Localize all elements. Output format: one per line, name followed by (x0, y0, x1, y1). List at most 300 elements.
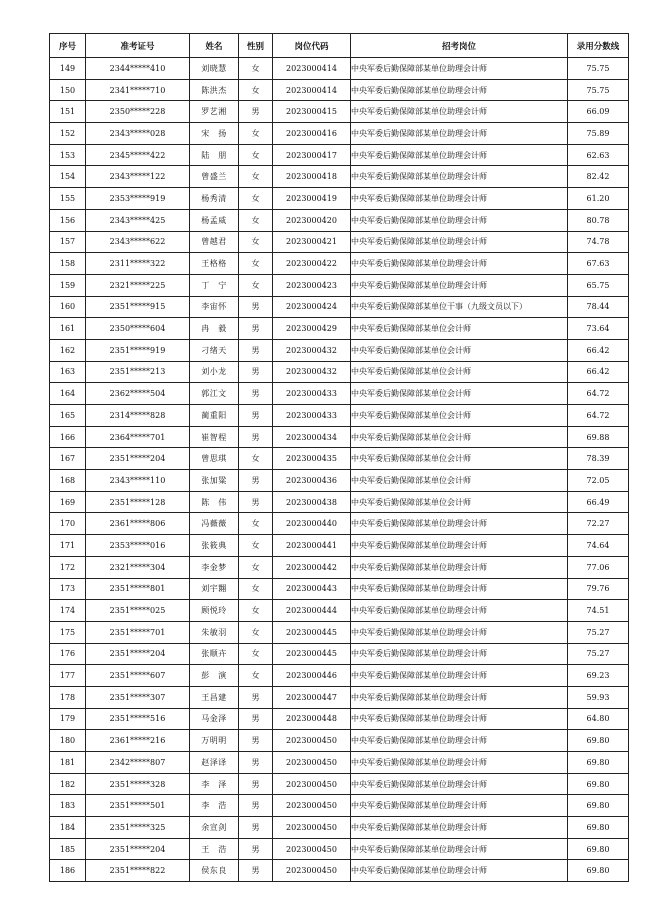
gender-cell: 男 (239, 361, 273, 383)
seq-cell: 181 (50, 752, 86, 774)
name-cell: 罗艺湘 (190, 101, 239, 123)
post-cell: 中央军委后勤保障部某单位会计师 (351, 448, 568, 470)
ticket-number-cell: 2351*****919 (86, 339, 190, 361)
seq-cell: 160 (50, 296, 86, 318)
gender-cell: 女 (239, 621, 273, 643)
seq-cell: 154 (50, 166, 86, 188)
post-code-cell: 2023000435 (273, 448, 351, 470)
post-cell: 中央军委后勤保障部某单位助理会计师 (351, 708, 568, 730)
post-code-cell: 2023000448 (273, 708, 351, 730)
score-cell: 75.89 (568, 123, 629, 145)
score-cell: 66.42 (568, 339, 629, 361)
score-cell: 69.23 (568, 665, 629, 687)
table-row (50, 578, 629, 600)
score-cell: 69.80 (568, 773, 629, 795)
post-code-cell: 2023000450 (273, 817, 351, 839)
ticket-number-cell: 2351*****607 (86, 665, 190, 687)
name-cell: 曾越君 (190, 231, 239, 253)
gender-cell: 男 (239, 296, 273, 318)
seq-cell: 156 (50, 209, 86, 231)
ticket-number-cell: 2351*****204 (86, 448, 190, 470)
post-code-cell: 2023000429 (273, 318, 351, 340)
seq-cell: 171 (50, 535, 86, 557)
ticket-number-cell: 2343*****122 (86, 166, 190, 188)
gender-cell: 女 (239, 665, 273, 687)
score-cell: 66.42 (568, 361, 629, 383)
gender-cell: 女 (239, 166, 273, 188)
post-cell: 中央军委后勤保障部某单位助理会计师 (351, 79, 568, 101)
score-cell: 64.72 (568, 383, 629, 405)
table-row (50, 600, 629, 622)
name-cell: 赵泽译 (190, 752, 239, 774)
ticket-number-cell: 2351*****307 (86, 686, 190, 708)
name-cell: 顾悦玲 (190, 600, 239, 622)
post-cell: 中央军委后勤保障部某单位助理会计师 (351, 101, 568, 123)
score-cell: 64.72 (568, 405, 629, 427)
table-row (50, 58, 629, 80)
gender-cell: 女 (239, 188, 273, 210)
seq-cell: 162 (50, 339, 86, 361)
seq-cell: 151 (50, 101, 86, 123)
post-cell: 中央军委后勤保障部某单位干事（九级文员以下） (351, 296, 568, 318)
name-cell: 彭 演 (190, 665, 239, 687)
name-cell: 宋 扬 (190, 123, 239, 145)
header-seq: 序号 (50, 34, 86, 58)
seq-cell: 184 (50, 817, 86, 839)
gender-cell: 女 (239, 448, 273, 470)
gender-cell: 男 (239, 708, 273, 730)
gender-cell: 男 (239, 405, 273, 427)
post-code-cell: 2023000434 (273, 426, 351, 448)
seq-cell: 176 (50, 643, 86, 665)
ticket-number-cell: 2351*****501 (86, 795, 190, 817)
score-cell: 69.88 (568, 426, 629, 448)
gender-cell: 女 (239, 123, 273, 145)
seq-cell: 150 (50, 79, 86, 101)
gender-cell: 女 (239, 513, 273, 535)
post-code-cell: 2023000419 (273, 188, 351, 210)
post-code-cell: 2023000424 (273, 296, 351, 318)
post-cell: 中央军委后勤保障部某单位助理会计师 (351, 209, 568, 231)
gender-cell: 女 (239, 58, 273, 80)
table-row (50, 643, 629, 665)
name-cell: 冯薇薇 (190, 513, 239, 535)
gender-cell: 男 (239, 773, 273, 795)
post-code-cell: 2023000450 (273, 838, 351, 860)
ticket-number-cell: 2351*****701 (86, 621, 190, 643)
table-row (50, 491, 629, 513)
post-code-cell: 2023000414 (273, 58, 351, 80)
post-cell: 中央军委后勤保障部某单位助理会计师 (351, 144, 568, 166)
seq-cell: 170 (50, 513, 86, 535)
post-cell: 中央军委后勤保障部某单位会计师 (351, 491, 568, 513)
gender-cell: 女 (239, 144, 273, 166)
gender-cell: 男 (239, 339, 273, 361)
seq-cell: 166 (50, 426, 86, 448)
ticket-number-cell: 2344*****410 (86, 58, 190, 80)
score-cell: 75.75 (568, 58, 629, 80)
ticket-number-cell: 2351*****204 (86, 643, 190, 665)
post-cell: 中央军委后勤保障部某单位助理会计师 (351, 643, 568, 665)
score-cell: 62.63 (568, 144, 629, 166)
table-row (50, 383, 629, 405)
header-post: 招考岗位 (351, 34, 568, 58)
score-cell: 69.80 (568, 752, 629, 774)
score-cell: 61.20 (568, 188, 629, 210)
post-cell: 中央军委后勤保障部某单位助理会计师 (351, 166, 568, 188)
name-cell: 马金泽 (190, 708, 239, 730)
seq-cell: 152 (50, 123, 86, 145)
ticket-number-cell: 2321*****304 (86, 556, 190, 578)
gender-cell: 男 (239, 817, 273, 839)
post-cell: 中央军委后勤保障部某单位助理会计师 (351, 838, 568, 860)
post-code-cell: 2023000442 (273, 556, 351, 578)
name-cell: 张顺卉 (190, 643, 239, 665)
post-cell: 中央军委后勤保障部某单位助理会计师 (351, 817, 568, 839)
post-cell: 中央军委后勤保障部某单位助理会计师 (351, 535, 568, 557)
name-cell: 张加粱 (190, 470, 239, 492)
ticket-number-cell: 2364*****701 (86, 426, 190, 448)
name-cell: 李 浩 (190, 795, 239, 817)
header-gender: 性别 (239, 34, 273, 58)
post-cell: 中央军委后勤保障部某单位会计师 (351, 470, 568, 492)
name-cell: 刘小龙 (190, 361, 239, 383)
seq-cell: 163 (50, 361, 86, 383)
seq-cell: 149 (50, 58, 86, 80)
ticket-number-cell: 2311*****322 (86, 253, 190, 275)
post-code-cell: 2023000436 (273, 470, 351, 492)
gender-cell: 女 (239, 535, 273, 557)
score-cell: 59.93 (568, 686, 629, 708)
post-code-cell: 2023000446 (273, 665, 351, 687)
ticket-number-cell: 2351*****128 (86, 491, 190, 513)
post-code-cell: 2023000443 (273, 578, 351, 600)
ticket-number-cell: 2343*****622 (86, 231, 190, 253)
gender-cell: 男 (239, 795, 273, 817)
post-cell: 中央军委后勤保障部某单位助理会计师 (351, 274, 568, 296)
table-row (50, 209, 629, 231)
name-cell: 曾思琪 (190, 448, 239, 470)
seq-cell: 167 (50, 448, 86, 470)
post-cell: 中央军委后勤保障部某单位助理会计师 (351, 686, 568, 708)
post-cell: 中央军委后勤保障部某单位助理会计师 (351, 730, 568, 752)
gender-cell: 男 (239, 730, 273, 752)
score-cell: 72.27 (568, 513, 629, 535)
post-cell: 中央军委后勤保障部某单位助理会计师 (351, 123, 568, 145)
ticket-number-cell: 2351*****328 (86, 773, 190, 795)
ticket-number-cell: 2351*****516 (86, 708, 190, 730)
table-row (50, 448, 629, 470)
gender-cell: 男 (239, 470, 273, 492)
score-cell: 80.78 (568, 209, 629, 231)
table-row (50, 426, 629, 448)
table-row (50, 752, 629, 774)
ticket-number-cell: 2351*****325 (86, 817, 190, 839)
score-cell: 69.80 (568, 860, 629, 882)
name-cell: 陈洪杰 (190, 79, 239, 101)
score-cell: 73.64 (568, 318, 629, 340)
seq-cell: 180 (50, 730, 86, 752)
post-code-cell: 2023000445 (273, 621, 351, 643)
ticket-number-cell: 2351*****801 (86, 578, 190, 600)
gender-cell: 男 (239, 752, 273, 774)
table-row (50, 795, 629, 817)
post-code-cell: 2023000450 (273, 730, 351, 752)
table-row (50, 296, 629, 318)
seq-cell: 174 (50, 600, 86, 622)
name-cell: 郭江文 (190, 383, 239, 405)
post-cell: 中央军委后勤保障部某单位助理会计师 (351, 253, 568, 275)
post-cell: 中央军委后勤保障部某单位助理会计师 (351, 795, 568, 817)
post-code-cell: 2023000445 (273, 643, 351, 665)
seq-cell: 186 (50, 860, 86, 882)
score-cell: 69.80 (568, 838, 629, 860)
ticket-number-cell: 2343*****110 (86, 470, 190, 492)
table-body (50, 58, 629, 882)
score-cell: 67.63 (568, 253, 629, 275)
ticket-number-cell: 2350*****604 (86, 318, 190, 340)
post-cell: 中央军委后勤保障部某单位助理会计师 (351, 578, 568, 600)
name-cell: 陆 朋 (190, 144, 239, 166)
name-cell: 刘晓慧 (190, 58, 239, 80)
table-row (50, 686, 629, 708)
post-cell: 中央军委后勤保障部某单位助理会计师 (351, 752, 568, 774)
post-code-cell: 2023000433 (273, 383, 351, 405)
ticket-number-cell: 2343*****028 (86, 123, 190, 145)
ticket-number-cell: 2351*****025 (86, 600, 190, 622)
table-row (50, 817, 629, 839)
table-row (50, 860, 629, 882)
score-cell: 65.75 (568, 274, 629, 296)
post-cell: 中央军委后勤保障部某单位助理会计师 (351, 513, 568, 535)
post-cell: 中央军委后勤保障部某单位助理会计师 (351, 665, 568, 687)
table-row (50, 274, 629, 296)
seq-cell: 183 (50, 795, 86, 817)
post-cell: 中央军委后勤保障部某单位助理会计师 (351, 621, 568, 643)
table-row (50, 730, 629, 752)
table-row (50, 665, 629, 687)
post-code-cell: 2023000447 (273, 686, 351, 708)
post-code-cell: 2023000421 (273, 231, 351, 253)
post-code-cell: 2023000432 (273, 339, 351, 361)
gender-cell: 女 (239, 600, 273, 622)
seq-cell: 165 (50, 405, 86, 427)
post-code-cell: 2023000418 (273, 166, 351, 188)
score-cell: 69.80 (568, 817, 629, 839)
table-row (50, 79, 629, 101)
ticket-number-cell: 2362*****504 (86, 383, 190, 405)
table-row (50, 318, 629, 340)
gender-cell: 男 (239, 426, 273, 448)
score-cell: 75.27 (568, 643, 629, 665)
post-code-cell: 2023000450 (273, 752, 351, 774)
ticket-number-cell: 2361*****216 (86, 730, 190, 752)
seq-cell: 172 (50, 556, 86, 578)
score-cell: 82.42 (568, 166, 629, 188)
score-cell: 69.80 (568, 795, 629, 817)
seq-cell: 185 (50, 838, 86, 860)
name-cell: 李宙怀 (190, 296, 239, 318)
score-cell: 72.05 (568, 470, 629, 492)
name-cell: 刁绪天 (190, 339, 239, 361)
name-cell: 杨孟威 (190, 209, 239, 231)
score-cell: 66.09 (568, 101, 629, 123)
ticket-number-cell: 2314*****828 (86, 405, 190, 427)
name-cell: 余宣剑 (190, 817, 239, 839)
table-row (50, 361, 629, 383)
gender-cell: 男 (239, 860, 273, 882)
seq-cell: 155 (50, 188, 86, 210)
gender-cell: 女 (239, 253, 273, 275)
table-row (50, 513, 629, 535)
seq-cell: 179 (50, 708, 86, 730)
seq-cell: 157 (50, 231, 86, 253)
seq-cell: 182 (50, 773, 86, 795)
ticket-number-cell: 2345*****422 (86, 144, 190, 166)
seq-cell: 158 (50, 253, 86, 275)
score-cell: 66.49 (568, 491, 629, 513)
post-cell: 中央军委后勤保障部某单位会计师 (351, 383, 568, 405)
name-cell: 李金梦 (190, 556, 239, 578)
name-cell: 张筱典 (190, 535, 239, 557)
gender-cell: 男 (239, 318, 273, 340)
table-row (50, 708, 629, 730)
gender-cell: 男 (239, 686, 273, 708)
post-code-cell: 2023000441 (273, 535, 351, 557)
table-row (50, 339, 629, 361)
post-code-cell: 2023000415 (273, 101, 351, 123)
post-code-cell: 2023000416 (273, 123, 351, 145)
ticket-number-cell: 2343*****425 (86, 209, 190, 231)
table-header-row (50, 34, 629, 58)
seq-cell: 175 (50, 621, 86, 643)
ticket-number-cell: 2341*****710 (86, 79, 190, 101)
score-cell: 77.06 (568, 556, 629, 578)
score-cell: 69.80 (568, 730, 629, 752)
post-cell: 中央军委后勤保障部某单位助理会计师 (351, 231, 568, 253)
gender-cell: 女 (239, 231, 273, 253)
admission-score-table (49, 33, 629, 882)
name-cell: 崔智程 (190, 426, 239, 448)
header-ticket-number: 准考证号 (86, 34, 190, 58)
gender-cell: 女 (239, 643, 273, 665)
post-cell: 中央军委后勤保障部某单位助理会计师 (351, 600, 568, 622)
ticket-number-cell: 2342*****807 (86, 752, 190, 774)
name-cell: 蔺重阳 (190, 405, 239, 427)
header-score: 录用分数线 (568, 34, 629, 58)
gender-cell: 男 (239, 838, 273, 860)
name-cell: 丁 宁 (190, 274, 239, 296)
post-code-cell: 2023000450 (273, 795, 351, 817)
post-code-cell: 2023000450 (273, 860, 351, 882)
score-cell: 75.27 (568, 621, 629, 643)
post-code-cell: 2023000444 (273, 600, 351, 622)
post-code-cell: 2023000417 (273, 144, 351, 166)
header-name: 姓名 (190, 34, 239, 58)
post-cell: 中央军委后勤保障部某单位会计师 (351, 361, 568, 383)
name-cell: 陈 伟 (190, 491, 239, 513)
name-cell: 李 泽 (190, 773, 239, 795)
gender-cell: 女 (239, 274, 273, 296)
name-cell: 侯东良 (190, 860, 239, 882)
score-cell: 74.64 (568, 535, 629, 557)
gender-cell: 女 (239, 79, 273, 101)
score-cell: 78.39 (568, 448, 629, 470)
seq-cell: 169 (50, 491, 86, 513)
table-row (50, 470, 629, 492)
header-post-code: 岗位代码 (273, 34, 351, 58)
name-cell: 万明明 (190, 730, 239, 752)
ticket-number-cell: 2321*****225 (86, 274, 190, 296)
post-cell: 中央军委后勤保障部某单位助理会计师 (351, 773, 568, 795)
gender-cell: 女 (239, 209, 273, 231)
score-cell: 74.78 (568, 231, 629, 253)
ticket-number-cell: 2351*****915 (86, 296, 190, 318)
score-cell: 78.44 (568, 296, 629, 318)
name-cell: 王 浩 (190, 838, 239, 860)
post-code-cell: 2023000422 (273, 253, 351, 275)
seq-cell: 159 (50, 274, 86, 296)
post-cell: 中央军委后勤保障部某单位会计师 (351, 339, 568, 361)
seq-cell: 153 (50, 144, 86, 166)
score-cell: 79.76 (568, 578, 629, 600)
ticket-number-cell: 2351*****204 (86, 838, 190, 860)
post-cell: 中央军委后勤保障部某单位会计师 (351, 405, 568, 427)
post-cell: 中央军委后勤保障部某单位助理会计师 (351, 556, 568, 578)
name-cell: 刘宇翾 (190, 578, 239, 600)
name-cell: 王格格 (190, 253, 239, 275)
post-code-cell: 2023000432 (273, 361, 351, 383)
table-row (50, 535, 629, 557)
table-row (50, 123, 629, 145)
gender-cell: 男 (239, 383, 273, 405)
seq-cell: 168 (50, 470, 86, 492)
table-row (50, 405, 629, 427)
gender-cell: 女 (239, 556, 273, 578)
table-row (50, 253, 629, 275)
name-cell: 冉 毅 (190, 318, 239, 340)
name-cell: 曾盛兰 (190, 166, 239, 188)
ticket-number-cell: 2351*****213 (86, 361, 190, 383)
name-cell: 杨秀清 (190, 188, 239, 210)
table-row (50, 144, 629, 166)
post-code-cell: 2023000438 (273, 491, 351, 513)
table-row (50, 101, 629, 123)
table-row (50, 838, 629, 860)
table-row (50, 773, 629, 795)
name-cell: 王昌建 (190, 686, 239, 708)
table-row (50, 231, 629, 253)
post-code-cell: 2023000450 (273, 773, 351, 795)
seq-cell: 173 (50, 578, 86, 600)
post-code-cell: 2023000440 (273, 513, 351, 535)
seq-cell: 178 (50, 686, 86, 708)
ticket-number-cell: 2353*****016 (86, 535, 190, 557)
name-cell: 朱敏羽 (190, 621, 239, 643)
gender-cell: 男 (239, 491, 273, 513)
post-cell: 中央军委后勤保障部某单位会计师 (351, 318, 568, 340)
seq-cell: 164 (50, 383, 86, 405)
gender-cell: 女 (239, 578, 273, 600)
seq-cell: 177 (50, 665, 86, 687)
table-row (50, 188, 629, 210)
post-cell: 中央军委后勤保障部某单位助理会计师 (351, 860, 568, 882)
ticket-number-cell: 2350*****228 (86, 101, 190, 123)
table-row (50, 556, 629, 578)
ticket-number-cell: 2361*****806 (86, 513, 190, 535)
post-code-cell: 2023000414 (273, 79, 351, 101)
table-row (50, 621, 629, 643)
